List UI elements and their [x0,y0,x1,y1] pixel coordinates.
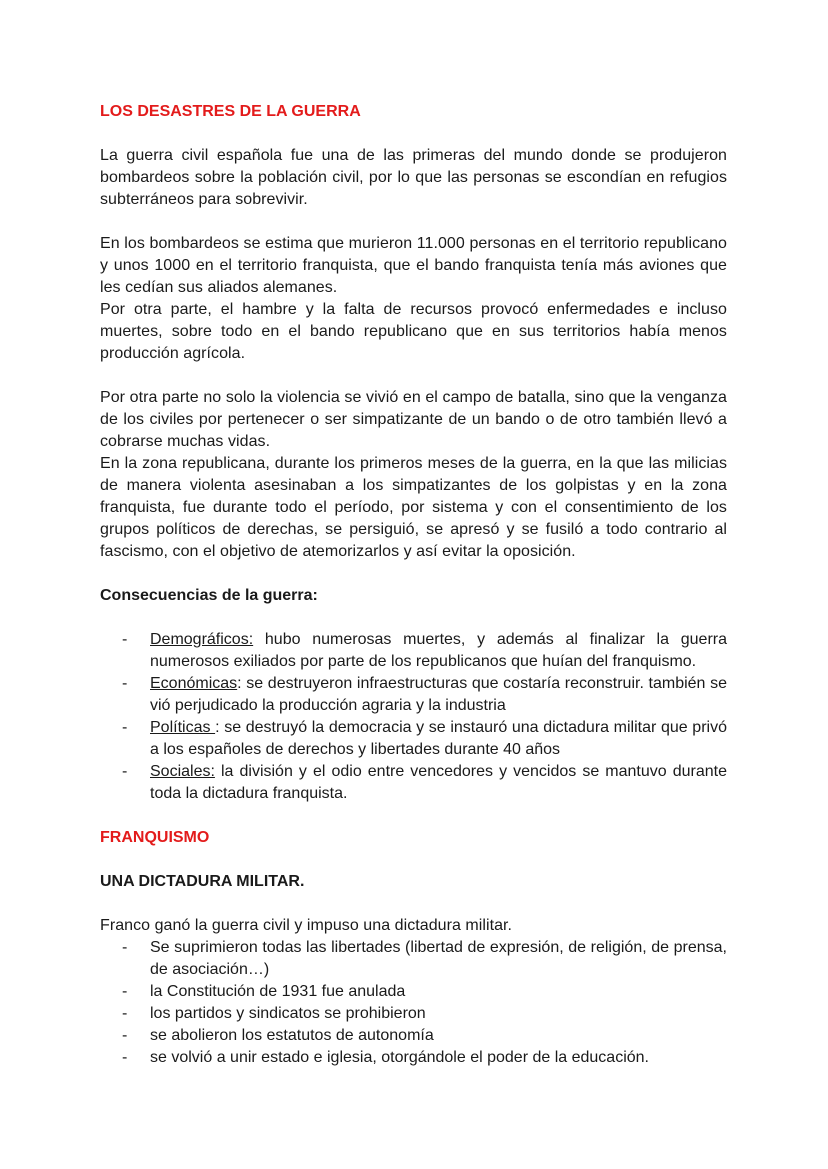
list-item-text: la división y el odio entre vencedores y vencidos se mantuvo durante toda la dictadura franquista. [150,763,727,802]
list-item-text: se abolieron los estatutos de autonomía [150,1027,434,1044]
list-item-term: Demográficos: [150,631,254,648]
list-item-text: : se destruyeron infraestructuras que costaría reconstruir. también se vió perjudicado la producción agraria y la industria [150,675,727,714]
list-item-text: los partidos y sindicatos se prohibieron [150,1005,426,1022]
list-dash: - [122,631,128,648]
document-page [100,96,727,1069]
paragraph-hambre: Por otra parte, el hambre y la falta de recursos provocó enfermedades e incluso muertes, sobre todo en el bando republicano que en sus territorios había menos producción agrícola. [100,301,727,362]
list-dash: - [122,1005,128,1022]
list-item-text: : se destruyó la democracia y se instauró una dictadura militar que privó a los españoles de derechos y libertades durante 40 años [150,719,727,758]
list-item-term: Sociales: [150,763,215,780]
list-item [100,673,727,717]
paragraph-bombardeos-intro: La guerra civil española fue una de las primeras del mundo donde se produjeron bombardeos sobre la población civil, por lo que las personas se escondían en refugios subterráneos para sobrevivir. [100,147,727,208]
paragraph-franco-intro: Franco ganó la guerra civil y impuso una dictadura militar. [100,917,513,934]
list-dash: - [122,719,128,736]
list-item [100,629,727,673]
list-item [100,937,727,981]
list-item [100,717,727,761]
list-item-term: Económicas [150,675,238,692]
list-item [100,1047,727,1069]
list-item-text: se volvió a unir estado e iglesia, otorgándole el poder de la educación. [150,1049,649,1066]
section-title-desastres: LOS DESASTRES DE LA GUERRA [100,103,361,120]
list-dash: - [122,983,128,1000]
consequences-heading: Consecuencias de la guerra: [100,587,318,604]
list-dash: - [122,1049,128,1066]
list-dash: - [122,939,128,956]
dictadura-list [100,937,727,1069]
list-dash: - [122,675,128,692]
list-dash: - [122,763,128,780]
paragraph-zona-republicana: En la zona republicana, durante los primeros meses de la guerra, en la que las milicias de manera violenta asesinaban a los simpatizantes de los golpistas y en la zona franquista, fue durante todo el período, por sistema y con el consentimiento de los grupos políticos de derechas, se persiguió, se apresó y se fusiló a todo contrario al fascismo, con el objetivo de atemorizarlos y así evitar la oposición. [100,455,727,560]
paragraph-bombardeos-cifras: En los bombardeos se estima que murieron 11.000 personas en el territorio republicano y unos 1000 en el territorio franquista, que el bando franquista tenía más aviones que les cedían sus aliados alemanes. [100,235,727,296]
list-item-text: Se suprimieron todas las libertades (libertad de expresión, de religión, de prensa, de asociación…) [150,939,727,978]
section-title-franquismo: FRANQUISMO [100,829,210,846]
list-dash: - [122,1027,128,1044]
subsection-title-dictadura: UNA DICTADURA MILITAR. [100,873,305,890]
list-item-term: Políticas [150,719,216,736]
consequences-list [100,629,727,805]
list-item [100,761,727,805]
list-item [100,981,727,1003]
list-item [100,1003,727,1025]
list-item-text: hubo numerosas muertes, y además al finalizar la guerra numerosos exiliados por parte de los republicanos que huían del franquismo. [150,631,727,670]
list-item-text: la Constitución de 1931 fue anulada [150,983,406,1000]
list-item [100,1025,727,1047]
paragraph-violencia: Por otra parte no solo la violencia se vivió en el campo de batalla, sino que la venganza de los civiles por pertenecer o ser simpatizante de un bando o de otro también llevó a cobrarse muchas vidas. [100,389,727,450]
